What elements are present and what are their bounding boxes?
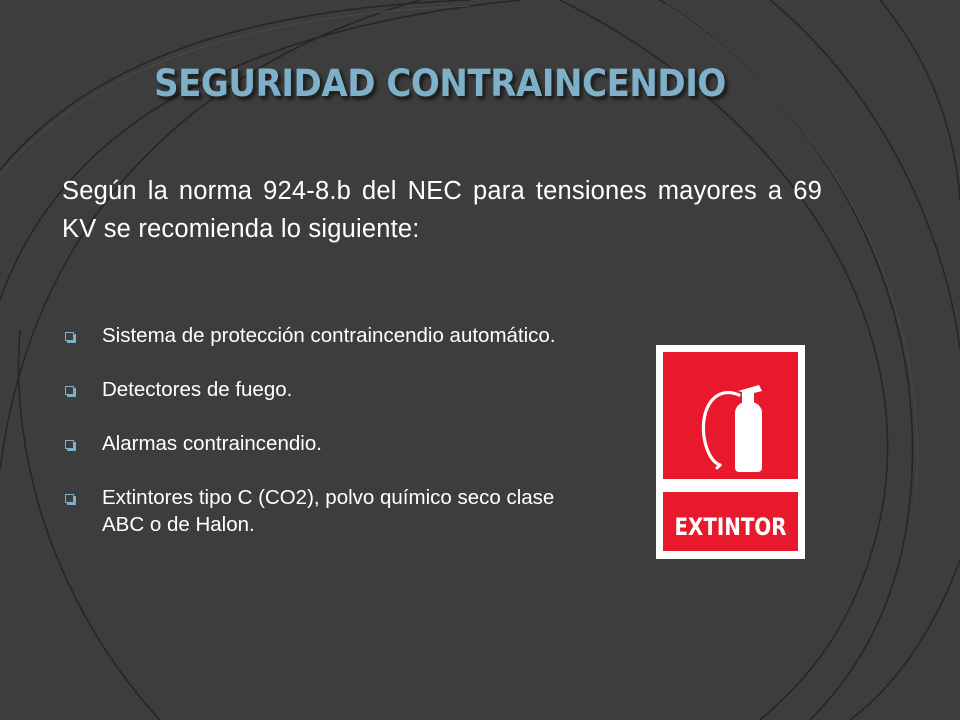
list-item — [62, 376, 582, 403]
list-item-text: Extintores tipo C (CO2), polvo químico seco clase ABC o de Halon. — [102, 486, 555, 536]
list-item-text: Sistema de protección contraincendio automático. — [102, 324, 556, 347]
list-item-text: Alarmas contraincendio. — [102, 432, 322, 455]
sign-label: EXTINTOR — [674, 513, 787, 541]
list-item — [62, 322, 582, 349]
square-bullet-icon — [65, 386, 74, 395]
slide-title: SEGURIDAD CONTRAINCENDIO — [154, 62, 726, 105]
bullet-list — [62, 322, 582, 565]
list-item — [62, 430, 582, 457]
square-bullet-icon — [65, 332, 74, 341]
square-bullet-icon — [65, 494, 74, 503]
square-bullet-icon — [65, 440, 74, 449]
list-item — [62, 484, 582, 538]
list-item-text: Detectores de fuego. — [102, 378, 293, 401]
extintor-sign — [656, 345, 805, 559]
intro-paragraph: Según la norma 924-8.b del NEC para tensiones mayores a 69 KV se recomienda lo siguiente: — [62, 177, 822, 243]
sign-top-panel — [663, 352, 798, 479]
